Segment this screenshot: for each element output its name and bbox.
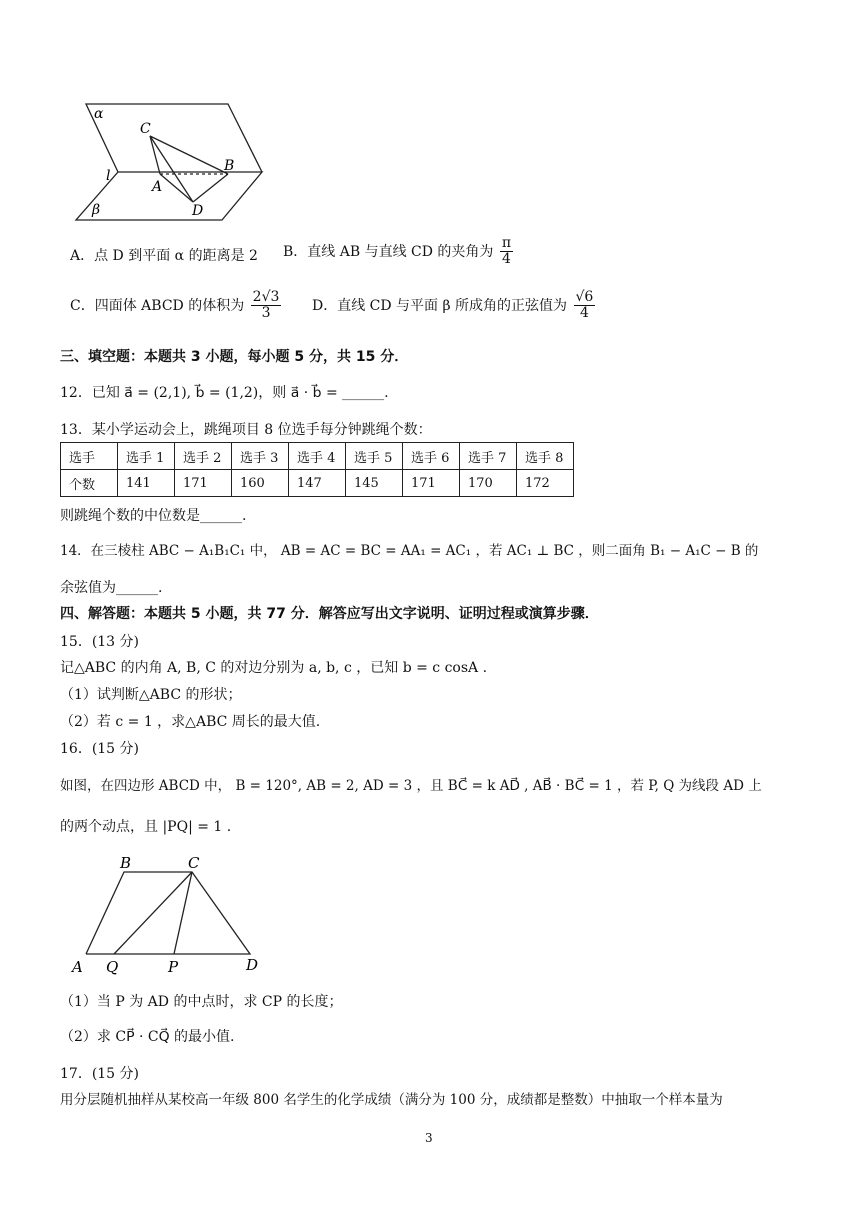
table-cell: 选手 4 [289,443,346,470]
label-C2: C [188,854,200,872]
table-cell: 选手 5 [346,443,403,470]
question-15-title: 15．(13 分) [60,634,140,650]
label-alpha: α [94,106,104,122]
question-16-title: 16．(15 分) [60,741,140,757]
table-cell: 172 [517,470,574,497]
question-17-title: 17．(15 分) [60,1066,140,1082]
label-l: l [106,168,111,184]
option-c-text: C．四面体 ABCD 的体积为 [70,297,245,314]
section-4-heading: 四、解答题：本题共 5 小题，共 77 分．解答应写出文字说明、证明过程或演算步骤． [60,606,599,622]
label-D2: D [246,956,259,974]
question-17-line-1: 用分层随机抽样从某校高一年级 800 名学生的化学成绩（满分为 100 分，成绩都是整数）中抽取一个样本量为 [60,1092,723,1108]
table-cell: 选手 2 [175,443,232,470]
table-cell: 选手 3 [232,443,289,470]
table-cell: 选手 6 [403,443,460,470]
label-A: A [152,179,163,195]
label-Q2: Q [106,958,119,976]
jump-rope-table [60,442,574,497]
option-b [283,236,515,268]
question-14-line-1: 14．在三棱柱 ABC − A₁B₁C₁ 中， AB = AC = BC = AA₁ = AC₁ ，若 AC₁ ⊥ BC ，则二面角 B₁ − A₁C − B 的 [60,543,759,559]
table-cell: 个数 [61,470,118,497]
table-row [61,470,574,497]
option-d-text: D．直线 CD 与平面 β 所成角的正弦值为 [312,297,568,314]
label-C: C [140,121,151,137]
question-15-stem: 记△ABC 的内角 A, B, C 的对边分别为 a, b, c ，已知 b = c cosA . [60,660,488,676]
question-16-line-1: 如图，在四边形 ABCD 中， B = 120°, AB = 2, AD = 3 ，且 BC⃗ = k AD⃗ , AB⃗ · BC⃗ = 1 ，若 P, Q 为线段 AD 上 [60,778,762,794]
quadrilateral-figure [64,850,274,978]
table-cell: 选手 1 [118,443,175,470]
option-d [312,290,597,322]
table-cell: 171 [403,470,460,497]
table-header-row [61,443,574,470]
label-P2: P [168,958,179,976]
label-D: D [192,203,204,219]
question-13: 13．某小学运动会上，跳绳项目 8 位选手每分钟跳绳个数： [60,422,432,438]
table-cell: 171 [175,470,232,497]
table-cell: 选手 [61,443,118,470]
table-cell: 141 [118,470,175,497]
page-number: 3 [425,1131,433,1145]
table-cell: 147 [289,470,346,497]
question-15-part-1: （1）试判断△ABC 的形状； [60,687,242,703]
table-cell: 145 [346,470,403,497]
label-B2: B [120,854,132,872]
question-15-part-2: （2）若 c = 1 ，求△ABC 周长的最大值. [60,714,321,730]
label-beta: β [92,202,101,218]
fraction-volume: $\frac{2√3}{3}$ [252,289,280,322]
option-a: A．点 D 到平面 α 的距离是 2 [70,248,258,264]
question-12: 12．已知 a⃗ = (2,1), b⃗ = (1,2)，则 a⃗ · b⃗ = ______. [60,385,389,401]
question-16-line-2: 的两个动点，且 |PQ| = 1 . [60,819,232,835]
question-16-part-1: （1）当 P 为 AD 的中点时，求 CP 的长度； [60,994,343,1010]
table-cell: 选手 7 [460,443,517,470]
question-13-followup: 则跳绳个数的中位数是______. [60,508,247,524]
fraction-pi-over-4: $\frac{\pi}{4}$ [501,235,512,268]
label-B: B [224,158,235,174]
question-14-line-2: 余弦值为______. [60,580,163,596]
fraction-sine: $\frac{√6}{4}$ [575,289,594,322]
option-b-text: B．直线 AB 与直线 CD 的夹角为 [283,243,494,260]
question-16-part-2: （2）求 CP⃗ · CQ⃗ 的最小值. [60,1029,235,1045]
dihedral-figure [60,98,280,228]
option-c [70,290,283,322]
table-cell: 选手 8 [517,443,574,470]
section-3-heading: 三、填空题：本题共 3 小题，每小题 5 分，共 15 分． [60,349,409,365]
table-cell: 160 [232,470,289,497]
label-A2: A [72,958,83,976]
table-cell: 170 [460,470,517,497]
